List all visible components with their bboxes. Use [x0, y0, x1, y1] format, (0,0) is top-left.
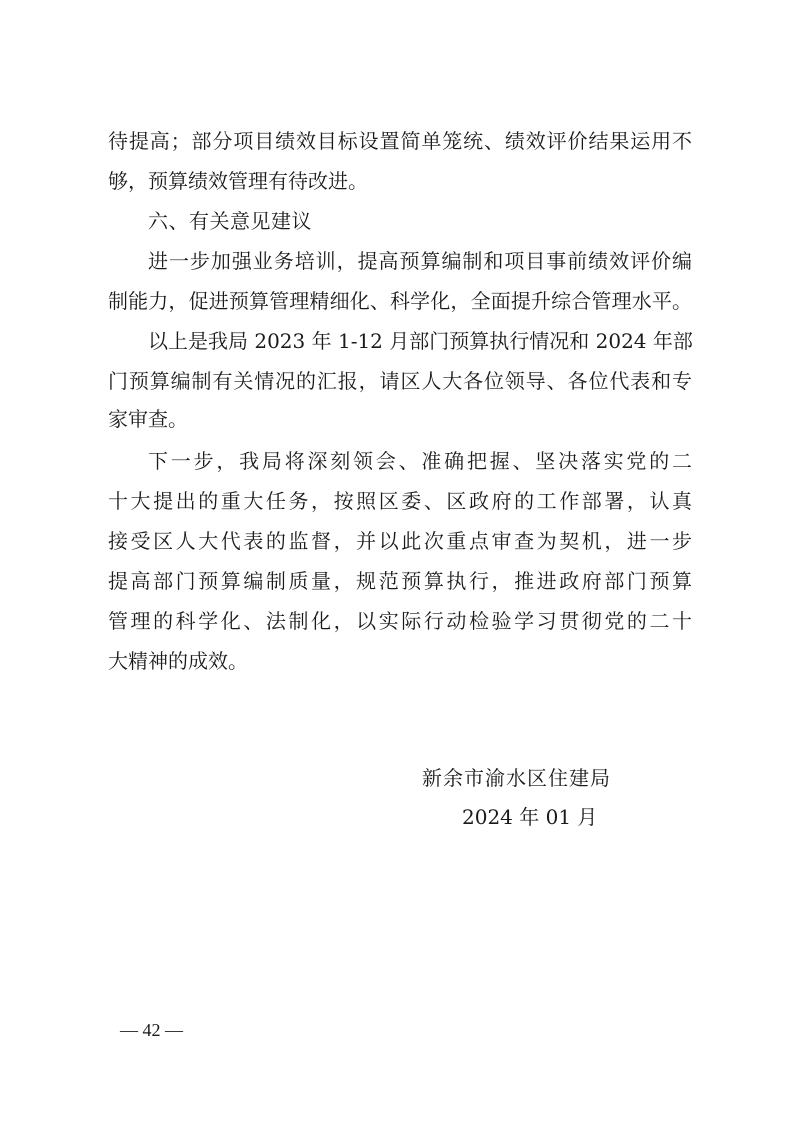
signature-date: 2024 年 01 月	[462, 805, 598, 829]
paragraph-next-line-3: 接受区人大代表的监督，并以此次重点审查为契机，进一步	[108, 529, 692, 553]
paragraph-next-line-4: 提高部门预算编制质量，规范预算执行，推进政府部门预算	[108, 569, 692, 593]
paragraph-report-line-1: 以上是我局 2023 年 1-12 月部门预算执行情况和 2024 年部	[148, 329, 693, 353]
paragraph-next-line-6: 大精神的成效。	[108, 649, 248, 673]
paragraph-next-line-2: 十大提出的重大任务，按照区委、区政府的工作部署，认真	[108, 489, 692, 513]
paragraph-suggestion-line-1: 进一步加强业务培训，提高预算编制和项目事前绩效评价编	[148, 249, 692, 273]
paragraph-report-line-3: 家审查。	[108, 407, 188, 431]
signature-organization: 新余市渝水区住建局	[422, 766, 611, 790]
paragraph-intro-line-2: 够，预算绩效管理有待改进。	[108, 169, 368, 193]
paragraph-next-line-1: 下一步，我局将深刻领会、准确把握、坚决落实党的二	[148, 449, 692, 473]
paragraph-suggestion-line-2: 制能力，促进预算管理精细化、科学化，全面提升综合管理水平。	[108, 289, 692, 313]
page-number: — 42 —	[120, 1020, 183, 1040]
paragraph-next-line-5: 管理的科学化、法制化，以实际行动检验学习贯彻党的二十	[108, 609, 692, 633]
section-heading: 六、有关意见建议	[148, 209, 312, 233]
paragraph-report-line-2: 门预算编制有关情况的汇报，请区人大各位领导、各位代表和专	[108, 369, 692, 393]
paragraph-intro-line-1: 待提高；部分项目绩效目标设置简单笼统、绩效评价结果运用不	[108, 129, 692, 153]
